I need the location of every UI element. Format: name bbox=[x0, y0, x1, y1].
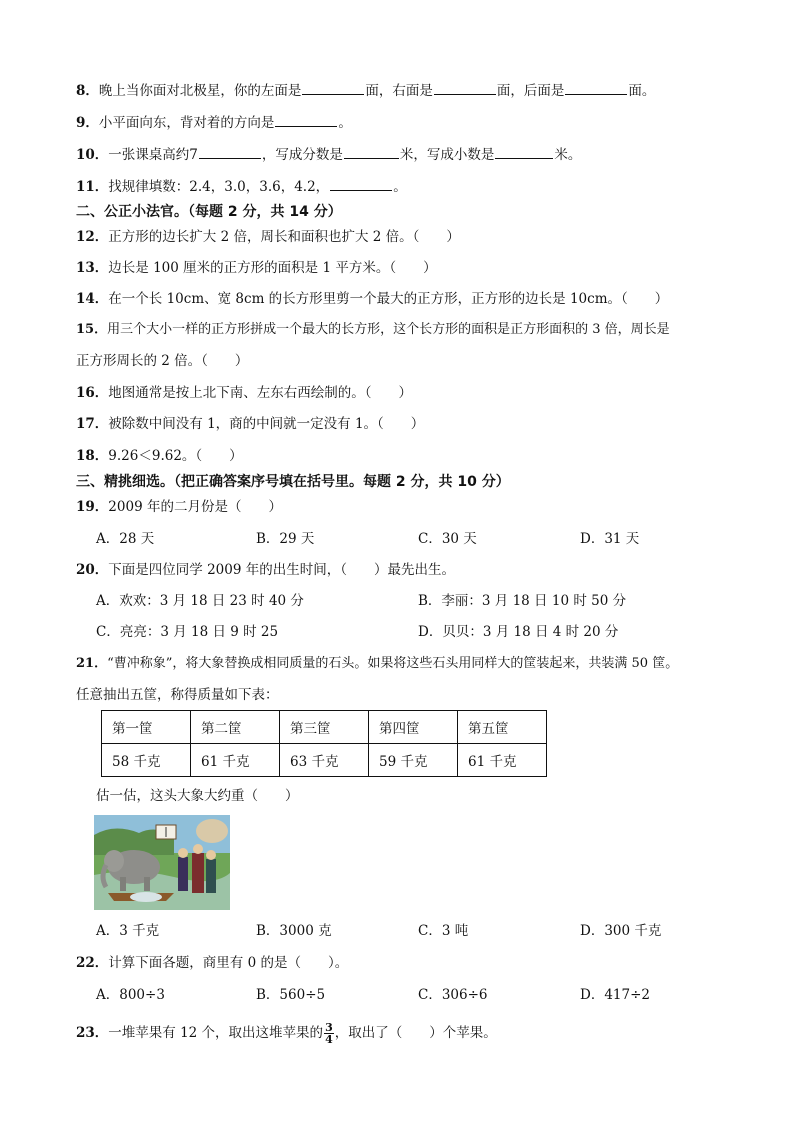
option-c[interactable]: C．30 天 bbox=[418, 531, 477, 547]
answer-blank[interactable] bbox=[199, 144, 261, 159]
option-a[interactable]: A．28 天 bbox=[96, 531, 155, 547]
question-text: 一张课桌高约7 bbox=[108, 147, 198, 163]
question-14 bbox=[76, 289, 668, 309]
option-a[interactable]: A．3 千克 bbox=[96, 923, 160, 939]
question-text: “曹冲称象”，将大象替换成相同质量的石头。如果将这些石头用同样大的筐装起来，共装满 50 筐。 bbox=[107, 656, 679, 671]
question-text: 计算下面各题，商里有 0 的是（ ）。 bbox=[108, 955, 349, 971]
question-text: 一堆苹果有 12 个，取出这堆苹果的 bbox=[108, 1025, 324, 1041]
question-number: 16． bbox=[76, 385, 109, 401]
table-header: 第三筐 bbox=[280, 711, 369, 744]
question-number: 9． bbox=[76, 115, 99, 131]
table-row bbox=[102, 744, 547, 777]
question-23 bbox=[76, 1020, 497, 1046]
fraction-numerator: 3 bbox=[325, 1021, 333, 1034]
cao-chong-weighs-elephant-icon bbox=[94, 815, 230, 910]
table-header: 第二筐 bbox=[191, 711, 280, 744]
option-a[interactable]: A．欢欢：3 月 18 日 23 时 40 分 bbox=[96, 593, 304, 609]
question-text: 9.26＜9.62。（ ） bbox=[108, 448, 243, 464]
option-b[interactable]: B．3000 克 bbox=[256, 923, 332, 939]
option-d[interactable]: D．417÷2 bbox=[580, 987, 650, 1003]
question-21-estimate: 估一估，这头大象大约重（ ） bbox=[96, 788, 299, 804]
question-number: 19． bbox=[76, 499, 109, 515]
option-c[interactable]: C．亮亮：3 月 18 日 9 时 25 bbox=[96, 624, 279, 640]
option-b[interactable]: B．560÷5 bbox=[256, 987, 326, 1003]
question-text: 边长是 100 厘米的正方形的面积是 1 平方米。（ ） bbox=[108, 260, 437, 276]
option-b[interactable]: B．李丽：3 月 18 日 10 时 50 分 bbox=[418, 593, 627, 609]
question-text: 米。 bbox=[554, 147, 582, 163]
option-b[interactable]: B．29 天 bbox=[256, 531, 315, 547]
question-text: 面，后面是 bbox=[496, 83, 565, 99]
question-22 bbox=[76, 953, 348, 973]
fraction-denominator: 4 bbox=[325, 1033, 333, 1046]
table-header: 第一筐 bbox=[102, 711, 191, 744]
question-number: 18． bbox=[76, 448, 109, 464]
question-number: 23． bbox=[76, 1025, 109, 1041]
table-cell: 61 千克 bbox=[191, 744, 280, 777]
table-cell: 58 千克 bbox=[102, 744, 191, 777]
answer-blank[interactable] bbox=[275, 112, 337, 127]
option-d[interactable]: D．贝贝：3 月 18 日 4 时 20 分 bbox=[418, 624, 619, 640]
question-text: 下面是四位同学 2009 年的出生时间，（ ）最先出生。 bbox=[108, 562, 455, 578]
question-number: 21． bbox=[76, 656, 108, 671]
table-row bbox=[102, 711, 547, 744]
question-text: 找规律填数：2.4，3.0，3.6，4.2， bbox=[108, 179, 330, 195]
question-number: 8． bbox=[76, 83, 99, 99]
question-text: 面。 bbox=[628, 83, 656, 99]
option-d[interactable]: D．31 天 bbox=[580, 531, 640, 547]
table-cell: 63 千克 bbox=[280, 744, 369, 777]
question-11 bbox=[76, 176, 407, 197]
question-number: 17． bbox=[76, 416, 109, 432]
question-number: 11． bbox=[76, 179, 109, 195]
fraction bbox=[324, 1022, 334, 1045]
question-text: 。 bbox=[338, 115, 352, 131]
question-text: 小平面向东，背对着的方向是 bbox=[98, 115, 275, 131]
table-cell: 59 千克 bbox=[369, 744, 458, 777]
option-d[interactable]: D．300 千克 bbox=[580, 923, 662, 939]
basket-mass-table bbox=[101, 710, 547, 777]
section-2-heading: 二、公正小法官。（每题 2 分，共 14 分） bbox=[76, 204, 342, 220]
question-text: 地图通常是按上北下南、左东右西绘制的。（ ） bbox=[108, 385, 413, 401]
question-text: 在一个长 10cm、宽 8cm 的长方形里剪一个最大的正方形，正方形的边长是 10cm。（ ） bbox=[108, 291, 669, 307]
question-8 bbox=[76, 80, 655, 101]
answer-blank[interactable] bbox=[434, 80, 496, 95]
question-text: 面，右面是 bbox=[365, 83, 433, 99]
question-number: 12． bbox=[76, 229, 109, 245]
option-c[interactable]: C．306÷6 bbox=[418, 987, 488, 1003]
table-header: 第四筐 bbox=[369, 711, 458, 744]
question-9 bbox=[76, 112, 352, 133]
question-text: 正方形的边长扩大 2 倍，周长和面积也扩大 2 倍。（ ） bbox=[108, 229, 460, 245]
question-15 bbox=[76, 320, 670, 340]
question-text: 米，写成小数是 bbox=[399, 147, 495, 163]
question-21-line-2: 任意抽出五筐，称得质量如下表： bbox=[76, 687, 279, 703]
question-text: 被除数中间没有 1，商的中间就一定没有 1。（ ） bbox=[108, 416, 425, 432]
question-text: ，取出了（ ）个苹果。 bbox=[334, 1025, 497, 1041]
table-cell: 61 千克 bbox=[458, 744, 547, 777]
question-18 bbox=[76, 446, 243, 466]
question-17 bbox=[76, 414, 424, 434]
table-header: 第五筐 bbox=[458, 711, 547, 744]
answer-blank[interactable] bbox=[344, 144, 399, 159]
question-number: 14． bbox=[76, 291, 109, 307]
section-3-heading: 三、精挑细选。（把正确答案序号填在括号里。每题 2 分，共 10 分） bbox=[76, 474, 510, 490]
option-a[interactable]: A．800÷3 bbox=[96, 987, 165, 1003]
question-13 bbox=[76, 258, 437, 278]
question-20 bbox=[76, 560, 455, 580]
question-text: 晚上当你面对北极星，你的左面是 bbox=[98, 83, 302, 99]
question-text: 。 bbox=[393, 179, 407, 195]
question-21 bbox=[76, 654, 678, 674]
answer-blank[interactable] bbox=[302, 80, 364, 95]
question-15-line-2: 正方形周长的 2 倍。（ ） bbox=[76, 353, 249, 369]
question-19 bbox=[76, 497, 282, 517]
question-number: 20． bbox=[76, 562, 109, 578]
answer-blank[interactable] bbox=[565, 80, 627, 95]
question-number: 22． bbox=[76, 955, 109, 971]
cao-chong-elephant-illustration bbox=[94, 815, 230, 910]
question-text: ，写成分数是 bbox=[261, 147, 343, 163]
question-number: 10． bbox=[76, 147, 109, 163]
question-10 bbox=[76, 144, 581, 165]
question-number: 15． bbox=[76, 322, 108, 337]
option-c[interactable]: C．3 吨 bbox=[418, 923, 469, 939]
question-12 bbox=[76, 227, 460, 247]
question-text: 2009 年的二月份是（ ） bbox=[108, 499, 282, 515]
question-16 bbox=[76, 383, 412, 403]
question-text: 用三个大小一样的正方形拼成一个最大的长方形，这个长方形的面积是正方形面积的 3 倍，周长是 bbox=[107, 322, 670, 337]
answer-blank[interactable] bbox=[330, 176, 392, 191]
answer-blank[interactable] bbox=[495, 144, 553, 159]
question-number: 13． bbox=[76, 260, 109, 276]
